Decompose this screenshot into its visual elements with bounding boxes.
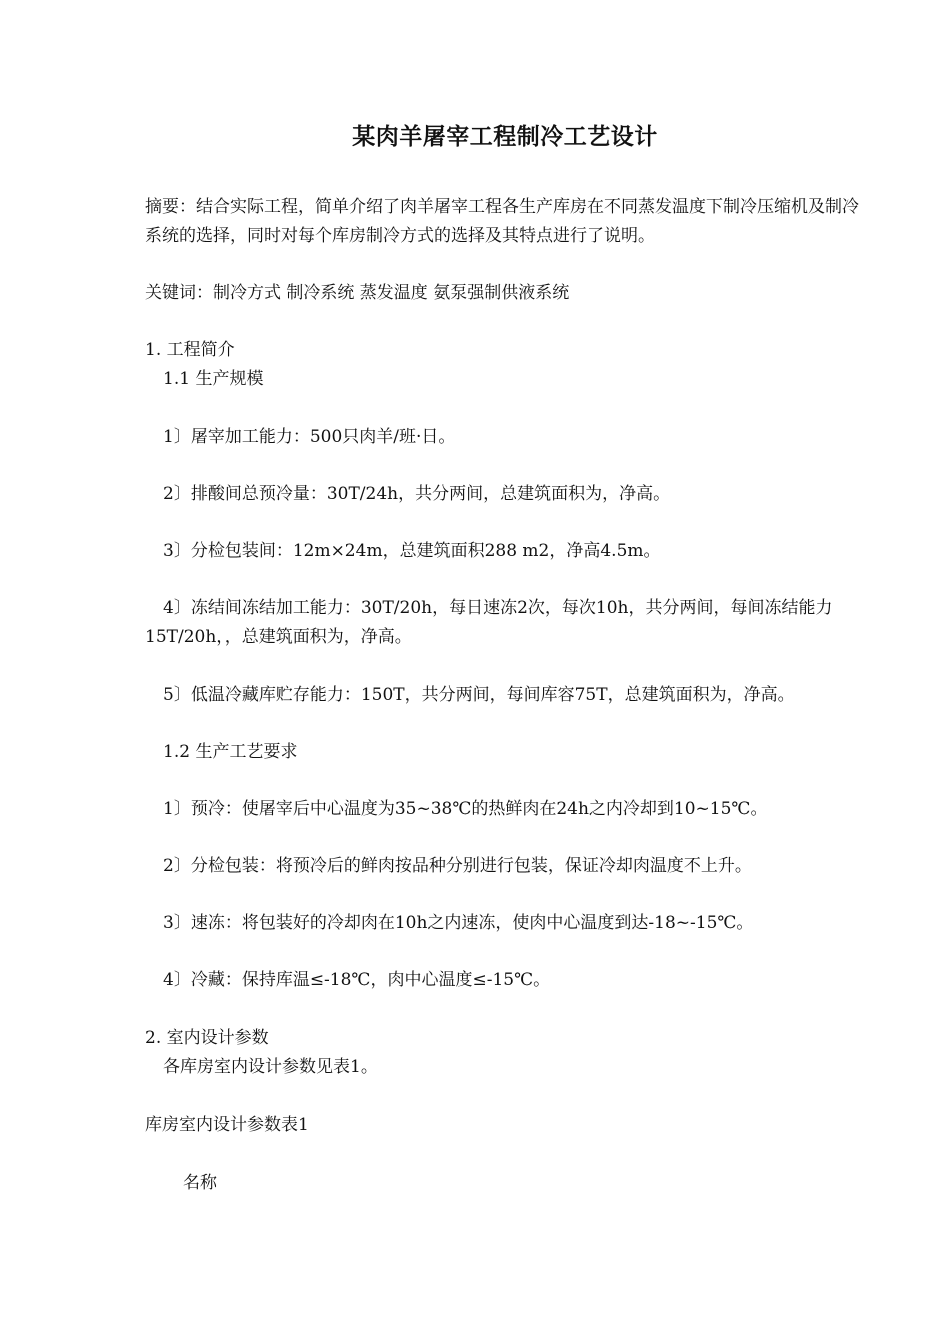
abstract-paragraph: 摘要：结合实际工程，简单介绍了肉羊屠宰工程各生产库房在不同蒸发温度下制冷压缩机及制冷系统的选择，同时对每个库房制冷方式的选择及其特点进行了说明。 <box>145 197 859 246</box>
process-item-4: 4〕冷藏：保持库温≤-18℃，肉中心温度≤-15℃。 <box>163 970 551 990</box>
table-caption: 库房室内设计参数表1 <box>145 1115 309 1135</box>
production-item-3: 3〕分检包装间：12m×24m，总建筑面积288 m2，净高4.5m。 <box>163 541 661 561</box>
section2-intro: 各库房室内设计参数见表1。 <box>163 1057 378 1077</box>
section1-1-heading: 1.1 生产规模 <box>163 369 264 389</box>
process-item-3: 3〕速冻：将包装好的冷却肉在10h之内速冻，使肉中心温度到达-18~-15℃。 <box>163 913 754 933</box>
section2-heading: 2. 室内设计参数 <box>145 1028 269 1048</box>
production-item-4: 4〕冻结间冻结加工能力：30T/20h，每日速冻2次，每次10h，共分两间，每间冻结能力15T/20h，，总建筑面积为，净高。 <box>145 598 833 647</box>
production-item-1: 1〕屠宰加工能力：500只肉羊/班·日。 <box>163 427 456 447</box>
section1-2-heading: 1.2 生产工艺要求 <box>163 742 298 762</box>
process-item-1: 1〕预冷：使屠宰后中心温度为35~38℃的热鲜肉在24h之内冷却到10~15℃。 <box>163 799 768 819</box>
keywords-line: 关键词：制冷方式 制冷系统 蒸发温度 氨泵强制供液系统 <box>145 283 570 303</box>
document-title: 某肉羊屠宰工程制冷工艺设计 <box>352 123 658 150</box>
table-header-name: 名称 <box>183 1173 217 1193</box>
production-item-5: 5〕低温冷藏库贮存能力：150T，共分两间，每间库容75T，总建筑面积为，净高。 <box>163 685 795 705</box>
process-item-2: 2〕分检包装：将预冷后的鲜肉按品种分别进行包装，保证冷却肉温度不上升。 <box>163 856 752 876</box>
production-item-2: 2〕排酸间总预冷量：30T/24h，共分两间，总建筑面积为，净高。 <box>163 484 671 504</box>
section1-heading: 1. 工程简介 <box>145 340 235 360</box>
